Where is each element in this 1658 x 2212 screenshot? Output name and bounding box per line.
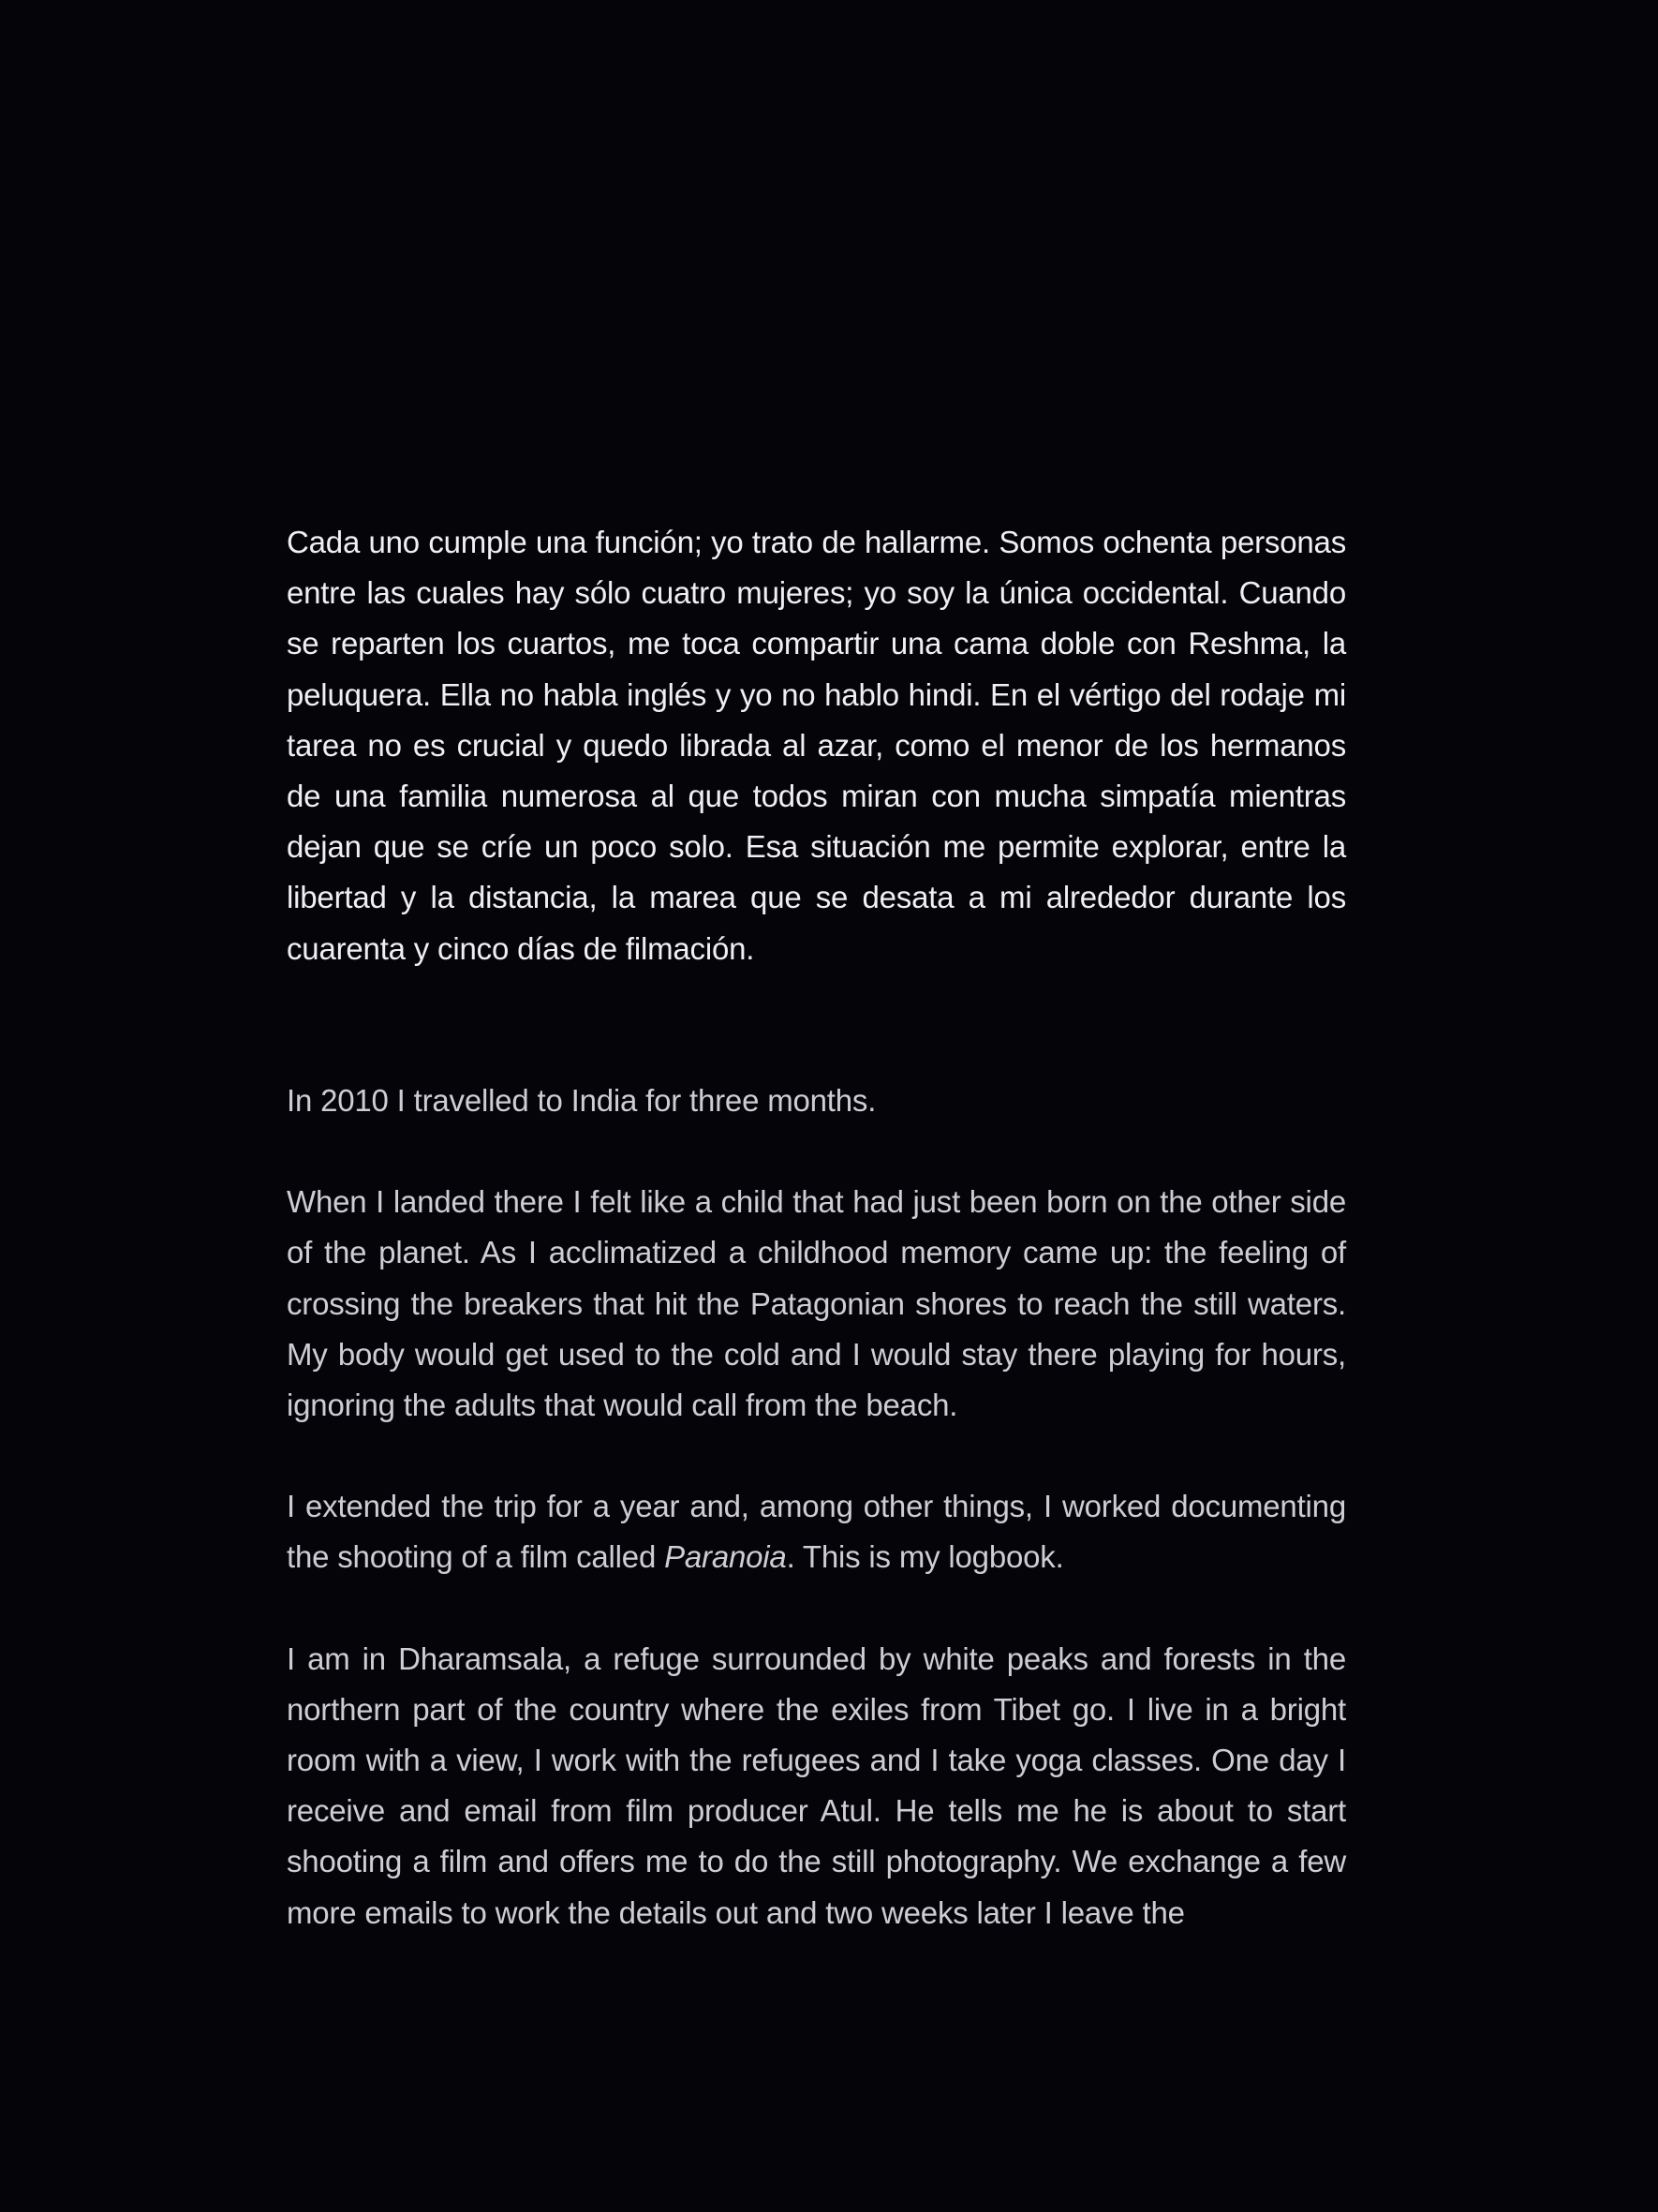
spanish-text-block — [287, 517, 1346, 974]
spanish-paragraph: Cada uno cumple una función; yo trato de hallarme. Somos ochenta personas entre las cuales hay sólo cuatro mujeres; yo soy la única occidental. Cuando se reparten los cuartos, me toca compartir una cama doble con Reshma, la peluquera. Ella no habla inglés y yo no hablo hindi. En el vértigo del rodaje mi tarea no es crucial y quedo librada al azar, como el menor de los hermanos de una familia numerosa al que todos miran con mucha simpatía mientras dejan que se críe un poco solo. Esa situación me permite explorar, entre la libertad y la distancia, la marea que se desata a mi alrededor durante los cuarenta y cinco días de filmación. — [287, 525, 1346, 966]
paragraph-3-tail: . This is my logbook. — [786, 1539, 1064, 1575]
english-text-block — [287, 1076, 1346, 1938]
paragraph-3-lead: I extended the trip for a year and, among other things, I worked documenting the shooting of a film called — [287, 1489, 1346, 1575]
film-title: Paranoia — [664, 1539, 787, 1575]
english-paragraph-4: I am in Dharamsala, a refuge surrounded by white peaks and forests in the northern part of the country where the exiles from Tibet go. I live in a bright room with a view, I work with the refugees and I take yoga classes. One day I receive and email from film producer Atul. He tells me he is about to start shooting a film and offers me to do the still photography. We exchange a few more emails to work the details out and two weeks later I leave the — [287, 1640, 1346, 1930]
english-paragraph-1: In 2010 I travelled to India for three months. — [287, 1083, 877, 1118]
english-paragraph-2: When I landed there I felt like a child that had just been born on the other side of the planet. As I acclimatized a childhood memory came up: the feeling of crossing the breakers that hit the Patagonian shores to reach the still waters. My body would get used to the cold and I would stay there playing for hours, ignoring the adults that would call from the beach. — [287, 1184, 1346, 1423]
english-paragraph-3 — [287, 1481, 1346, 1582]
